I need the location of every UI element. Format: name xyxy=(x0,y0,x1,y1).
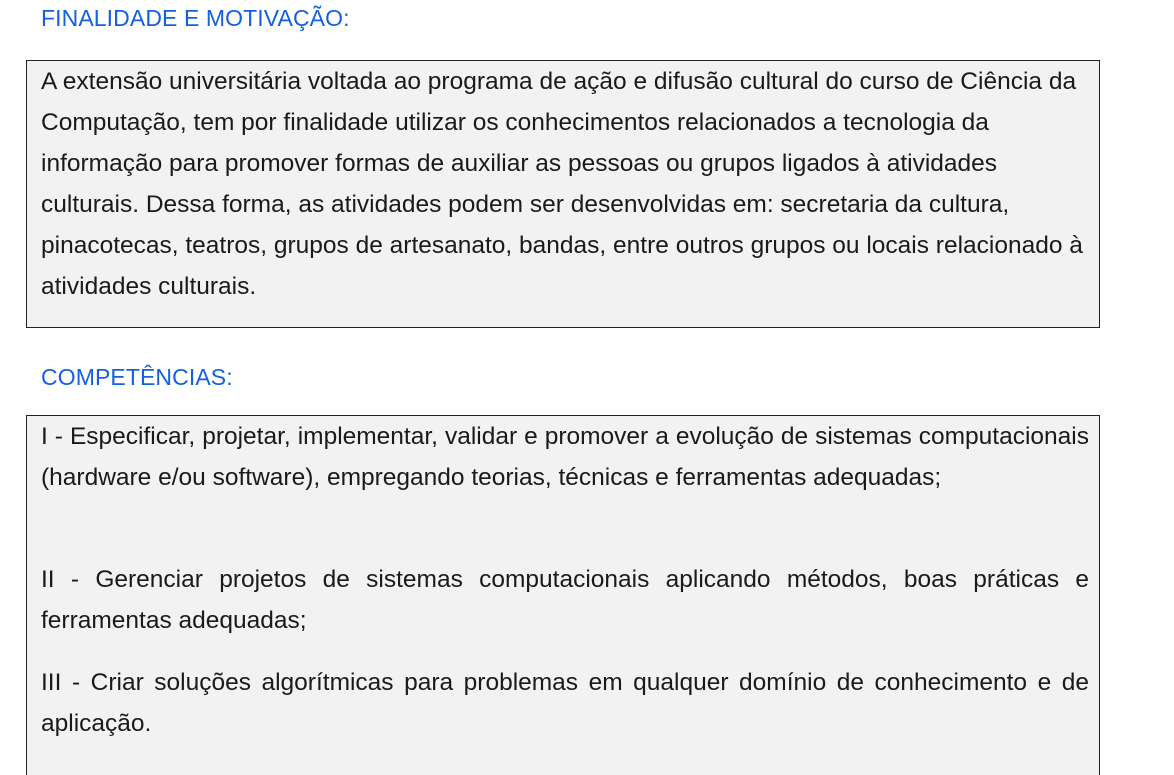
competencias-box xyxy=(26,415,1100,775)
section-heading-finalidade: FINALIDADE E MOTIVAÇÃO: xyxy=(41,5,350,31)
section-heading-competencias: COMPETÊNCIAS: xyxy=(41,364,233,390)
finalidade-paragraph: A extensão universitária voltada ao programa de ação e difusão cultural do curso de Ciência da Computação, tem por finalidade utilizar os conhecimentos relacionados a tecnologia da informação para promover formas de auxiliar as pessoas ou grupos ligados à atividades culturais. Dessa forma, as atividades podem ser desenvolvidas em: secretaria da cultura, pinacotecas, teatros, grupos de artesanato, bandas, entre outros grupos ou locais relacionado à atividades culturais. xyxy=(41,68,1083,300)
competencia-item-2: II - Gerenciar projetos de sistemas computacionais aplicando métodos, boas práticas e ferramentas adequadas; xyxy=(41,566,1089,634)
finalidade-box xyxy=(26,60,1100,328)
competencia-item-3: III - Criar soluções algorítmicas para problemas em qualquer domínio de conhecimento e de aplicação. xyxy=(41,669,1089,737)
competencia-item-1: I - Especificar, projetar, implementar, validar e promover a evolução de sistemas computacionais (hardware e/ou software), empregando teorias, técnicas e ferramentas adequadas; xyxy=(41,423,1089,491)
